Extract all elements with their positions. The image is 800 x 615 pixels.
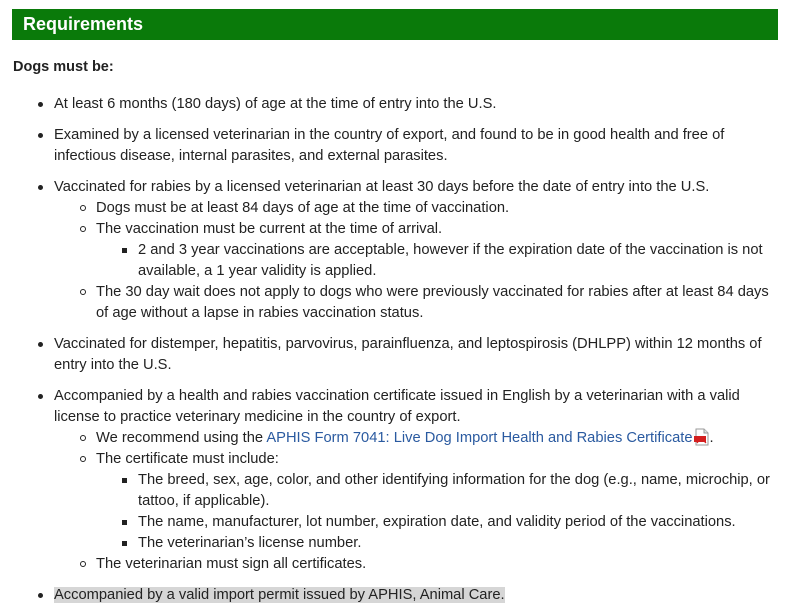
sub-sub-list <box>96 470 778 554</box>
section-title: Requirements <box>23 14 144 34</box>
sub-sub-list-item: 2 and 3 year vaccinations are acceptable, however if the expiration date of the vaccination is not available, a 1 year validity is applied. <box>138 240 778 282</box>
section-header <box>12 9 778 40</box>
list-item: Accompanied by a health and rabies vaccination certificate issued in English by a veterinarian with a valid license to practice veterinary medicine in the country of export. We recommend using the APHIS Form 7041: Live Dog Import Health and Rabies Certificate . The certificate must include: The breed, sex, age, color, and other identifying information for the dog (e.g., name, microchip, or tattoo, if applicable). The name, manufacturer, lot number, expiration date, and validity period of the vaccinations. The veterinarian’s license number. The veterinarian must sign all certificates. <box>54 386 778 575</box>
requirements-list <box>12 94 778 606</box>
intro-heading: Dogs must be: <box>13 59 114 75</box>
sub-list-item: The 30 day wait does not apply to dogs who were previously vaccinated for rabies after at least 84 days of age without a lapse in rabies vaccination status. <box>96 282 778 324</box>
highlighted-text: Accompanied by a valid import permit issued by APHIS, Animal Care. <box>54 587 505 603</box>
sub-list-item: We recommend using the APHIS Form 7041: Live Dog Import Health and Rabies Certificate . <box>96 428 778 449</box>
sub-list-item: The vaccination must be current at the time of arrival. 2 and 3 year vaccinations are acceptable, however if the expiration date of the vaccination is not available, a 1 year validity is applied. <box>96 219 778 282</box>
sub-sub-list-item: The veterinarian’s license number. <box>138 533 778 554</box>
list-item: Vaccinated for distemper, hepatitis, parvovirus, parainfluenza, and leptospirosis (DHLPP) within 12 months of entry into the U.S. <box>54 334 778 376</box>
sub-list-item: The veterinarian must sign all certificates. <box>96 554 778 575</box>
sub-list-item: The certificate must include: The breed, sex, age, color, and other identifying information for the dog (e.g., name, microchip, or tattoo, if applicable). The name, manufacturer, lot number, expiration date, and validity period of the vaccinations. The veterinarian’s license number. <box>96 449 778 554</box>
sub-list-item: Dogs must be at least 84 days of age at the time of vaccination. <box>96 198 778 219</box>
list-item <box>54 585 778 606</box>
pdf-icon[interactable] <box>694 428 710 446</box>
sub-list <box>54 198 778 324</box>
aphis-form-7041-link[interactable]: APHIS Form 7041: Live Dog Import Health and Rabies Certificate <box>266 430 693 446</box>
list-item: At least 6 months (180 days) of age at the time of entry into the U.S. <box>54 94 778 115</box>
list-item: Examined by a licensed veterinarian in the country of export, and found to be in good health and free of infectious disease, internal parasites, and external parasites. <box>54 125 778 167</box>
list-item: Vaccinated for rabies by a licensed veterinarian at least 30 days before the date of entry into the U.S. Dogs must be at least 84 days of age at the time of vaccination. The vaccination must be current at the time of arrival. 2 and 3 year vaccinations are acceptable, however if the expiration date of the vaccination is not available, a 1 year validity is applied. The 30 day wait does not apply to dogs who were previously vaccinated for rabies after at least 84 days of age without a lapse in rabies vaccination status. <box>54 177 778 324</box>
sub-list <box>54 428 778 575</box>
sub-sub-list-item: The name, manufacturer, lot number, expiration date, and validity period of the vaccinations. <box>138 512 778 533</box>
sub-sub-list <box>96 240 778 282</box>
sub-sub-list-item: The breed, sex, age, color, and other identifying information for the dog (e.g., name, microchip, or tattoo, if applicable). <box>138 470 778 512</box>
